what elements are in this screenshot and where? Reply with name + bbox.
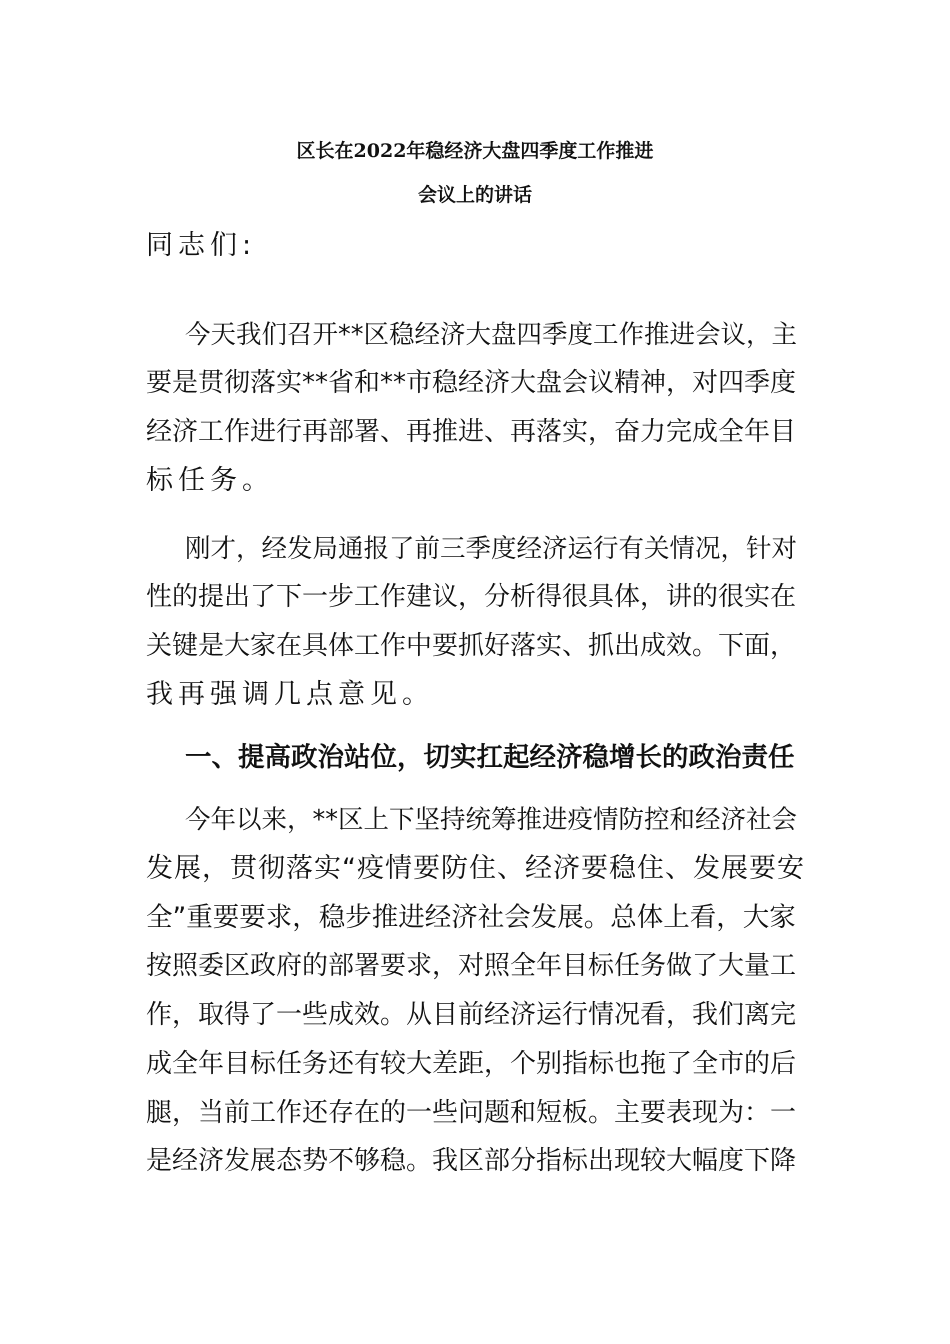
paragraph-3-line-5: 作，取得了一些成效。从目前经济运行情况看，我们离完 <box>146 1000 797 1030</box>
paragraph-1-line-1: 今天我们召开**区稳经济大盘四季度工作推进会议，主 <box>185 320 798 350</box>
paragraph-3-line-2: 发展，贯彻落实“疫情要防住、经济要稳住、发展要安 <box>146 853 805 884</box>
paragraph-3-line-7: 腿，当前工作还存在的一些问题和短板。主要表现为：一 <box>146 1098 797 1128</box>
section-heading-1: 一、提高政治站位，切实扛起经济稳增长的政治责任 <box>185 742 795 773</box>
paragraph-1-line-4: 标任务。 <box>146 465 274 496</box>
paragraph-3-line-8: 是经济发展态势不够稳。我区部分指标出现较大幅度下降 <box>146 1146 797 1176</box>
paragraph-1-line-3: 经济工作进行再部署、再推进、再落实，奋力完成全年目 <box>146 417 797 447</box>
document-title-line-2: 会议上的讲话 <box>417 184 532 206</box>
salutation: 同志们: <box>146 230 257 261</box>
paragraph-2-line-2: 性的提出了下一步工作建议，分析得很具体，讲的很实在 <box>146 582 797 612</box>
document-title-line-1: 区长在2022年稳经济大盘四季度工作推进 <box>296 140 654 162</box>
paragraph-2-line-3: 关键是大家在具体工作中要抓好落实、抓出成效。下面， <box>146 631 797 661</box>
paragraph-3-line-6: 成全年目标任务还有较大差距，个别指标也拖了全市的后 <box>146 1049 797 1079</box>
paragraph-3-line-1: 今年以来，**区上下坚持统筹推进疫情防控和经济社会 <box>185 805 798 835</box>
paragraph-3-line-4: 按照委区政府的部署要求，对照全年目标任务做了大量工 <box>146 951 797 981</box>
paragraph-3-line-3: 全”重要要求，稳步推进经济社会发展。总体上看，大家 <box>146 902 796 933</box>
paragraph-2-line-4: 我再强调几点意见。 <box>146 679 434 710</box>
paragraph-1-line-2: 要是贯彻落实**省和**市稳经济大盘会议精神，对四季度 <box>146 368 797 398</box>
paragraph-2-line-1: 刚才，经发局通报了前三季度经济运行有关情况，针对 <box>185 534 798 564</box>
